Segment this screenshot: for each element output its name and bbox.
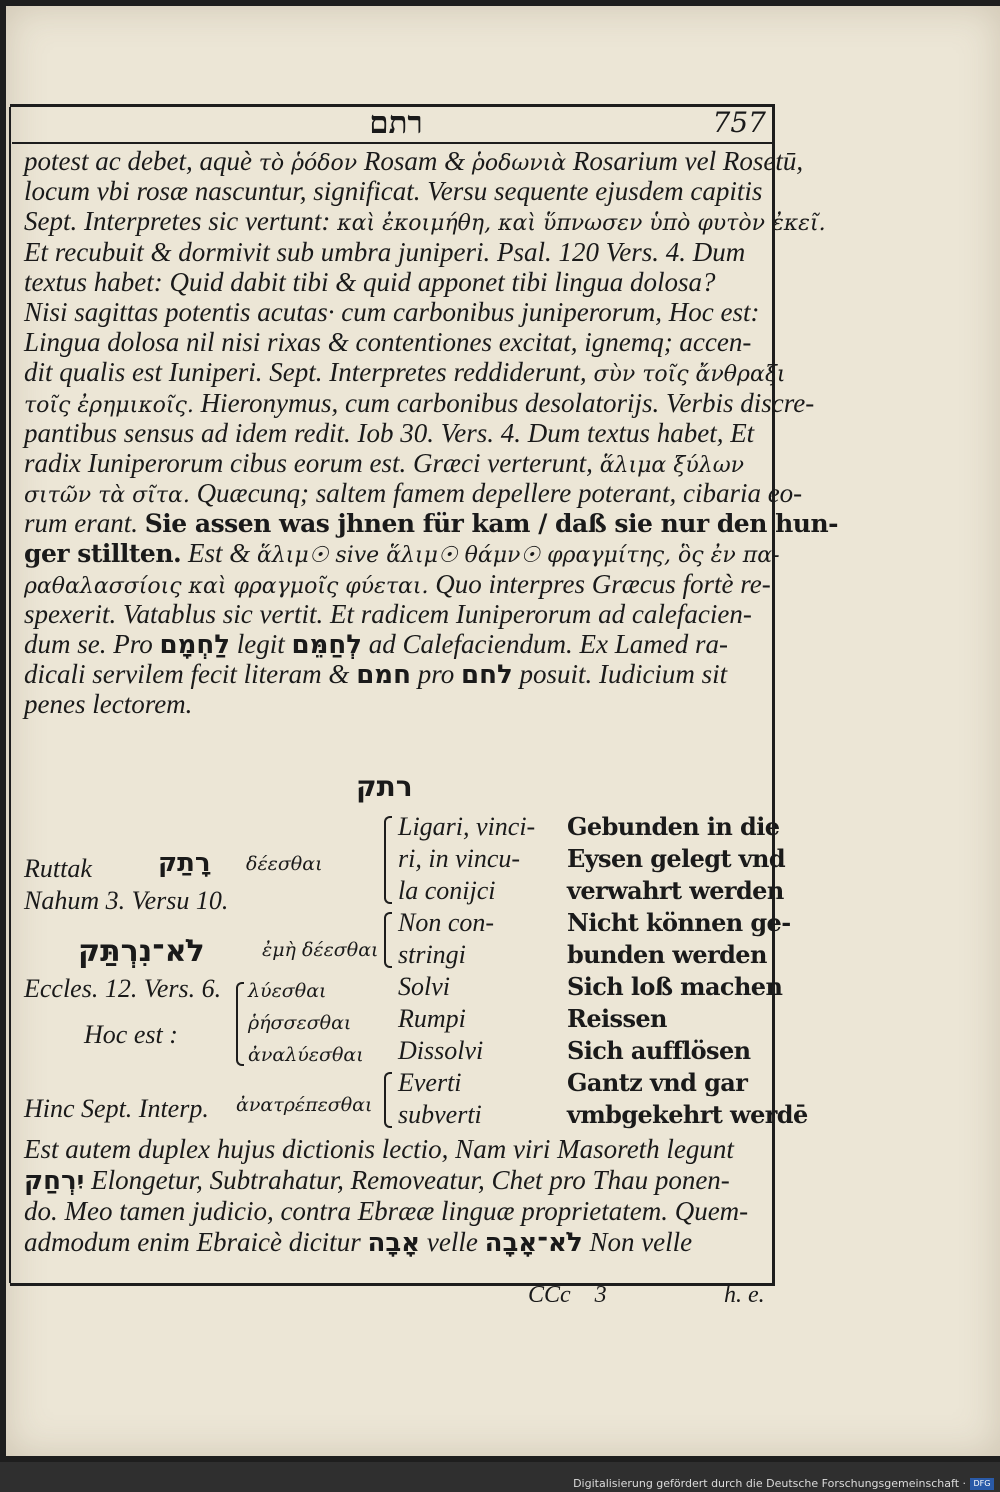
signature-mark: CCc 3 <box>528 1282 607 1308</box>
hebrew-run: חמם <box>356 660 411 691</box>
entry-hinc-greek: ἀνατρέπεσθαι <box>236 1094 373 1116</box>
body-line <box>24 689 772 719</box>
german-gloss: Sich loß machen <box>567 972 783 1001</box>
entry-ruttak-hebrew: רָתַק <box>158 848 211 878</box>
latin-run: dit qualis est Iuniperi. Sept. Interpretes reddiderunt, <box>24 357 594 388</box>
bottom-line <box>24 1165 772 1196</box>
german-run: Sie assen was jhnen für kam / daß sie nur den hun- <box>144 509 838 539</box>
latin-brace <box>384 912 392 968</box>
latin-run: Sept. Interpretes sic vertunt: <box>24 206 338 237</box>
hebrew-run: יִרְחַק <box>24 1166 85 1196</box>
greek-run: ραθαλασσίοις καὶ φραγμοῖς φύεται. <box>24 573 429 599</box>
german-gloss: Gantz vnd gar <box>567 1068 748 1097</box>
latin-run: Rosam & <box>357 146 472 176</box>
latin-run: textus habet: Quid dabit tibi & quid apponet tibi lingua dolosa? <box>24 266 716 297</box>
latin-run: dum se. Pro <box>24 629 160 659</box>
latin-run: admodum enim Ebraicè dicitur <box>24 1227 368 1257</box>
latin-run: Quæcunq; saltem famem depellere poterant, cibaria eo- <box>189 478 803 509</box>
latin-run: legit <box>230 629 292 659</box>
entry-hinc: Hinc Sept. Interp. <box>24 1094 209 1123</box>
body-line <box>24 478 803 509</box>
body-line <box>24 146 804 176</box>
body-line <box>24 569 772 599</box>
latin-run: pro <box>410 659 461 690</box>
latin-run: potest ac debet, aquè <box>24 146 259 176</box>
entry-eccles: Eccles. 12. Vers. 6. <box>24 974 222 1003</box>
latin-run: radix Iuniperorum cibus eorum est. Græci verterunt, <box>24 447 600 478</box>
latin-run: Est & <box>181 538 257 569</box>
bottom-line <box>24 1134 772 1165</box>
body-line <box>24 387 815 418</box>
greek-run: ἅλιμ☉ sive ἅλιμ☉ θάμν☉ φραγμίτης, ὃς ἐν πα- <box>256 543 780 569</box>
body-line <box>24 629 772 659</box>
entry-neg-greek: ἐμὴ δέεσθαι <box>262 939 379 961</box>
latin-gloss: Dissolvi <box>398 1036 484 1065</box>
latin-run: penes lectorem. <box>24 689 193 720</box>
header-rule <box>12 142 772 144</box>
body-text <box>24 146 838 720</box>
greek-run: τὸ ῥόδον <box>258 151 358 176</box>
latin-run: do. Meo tamen judicio, contra Ebrææ linguæ proprietatem. Quem- <box>24 1196 749 1226</box>
latin-gloss: Solvi <box>398 972 450 1001</box>
latin-run: posuit. Iudicium sit <box>512 659 728 690</box>
entry-headword: רתק <box>356 770 413 803</box>
latin-run: rum erant. <box>24 508 145 539</box>
body-line <box>24 267 772 297</box>
entry-neg-hebrew: לֹא־נִרְתַּק <box>78 934 205 969</box>
greek-item: λύεσθαι <box>248 980 327 1002</box>
latin-gloss: Non con- <box>398 908 495 937</box>
german-run: ger stillten. <box>24 539 182 569</box>
latin-run: Quo interpres Græcus fortè re- <box>428 568 771 599</box>
latin-run: locum vbi rosæ nascuntur, significat. Versu sequente ejusdem capitis <box>24 176 763 207</box>
greek-run: τοῖς ἐρημικοῖς. <box>24 392 194 418</box>
latin-run: Est autem duplex hujus dictionis lectio, Nam viri Masoreth legunt <box>24 1134 734 1164</box>
german-gloss: Eysen gelegt vnd <box>567 844 786 873</box>
digitization-credit: Digitalisierung gefördert durch die Deutsche Forschungsgemeinschaft · <box>573 1477 966 1490</box>
hebrew-run: לחם <box>460 660 513 691</box>
greek-brace <box>236 982 244 1066</box>
greek-run: καὶ ἐκοιμήθη, καὶ ὕπνωσεν ὑπὸ φυτὸν ἐκεῖ. <box>337 211 826 237</box>
body-line <box>24 538 780 569</box>
bottom-line <box>24 1196 772 1227</box>
greek-run: ῥοδωνιὰ <box>471 151 567 176</box>
latin-run: Et recubuit & dormivit sub umbra juniperi. Psal. 120 Vers. 4. Dum <box>24 236 746 267</box>
hebrew-run: לֹא־אָבָה <box>484 1228 583 1258</box>
body-line <box>24 327 772 357</box>
bottom-line <box>24 1227 772 1258</box>
latin-run: Nisi sagittas potentis acutas· cum carbonibus juniperorum, Hoc est: <box>24 296 760 327</box>
latin-run: ad Calefaciendum. Ex Lamed ra- <box>362 629 728 659</box>
latin-run: Lingua dolosa nil nisi rixas & contentiones excitat, ignemq; accen- <box>24 327 752 358</box>
latin-brace <box>384 816 392 904</box>
dfg-logo: DFG <box>970 1478 994 1490</box>
latin-gloss: Rumpi <box>398 1004 466 1033</box>
body-line <box>24 448 772 478</box>
latin-gloss: subverti <box>398 1100 482 1129</box>
latin-gloss: la conijci <box>398 876 496 905</box>
entry-hoc-est: Hoc est : <box>84 1020 178 1049</box>
book-page <box>6 6 1000 1456</box>
german-gloss: verwahrt werden <box>567 876 784 905</box>
greek-item: ἀναλύεσθαι <box>248 1044 364 1066</box>
greek-run: σὺν τοῖς ἄνθραξι <box>593 362 786 388</box>
page-number: 757 <box>712 106 766 139</box>
latin-run: Rosarium vel Rosetū, <box>566 146 804 176</box>
german-gloss: Reissen <box>567 1004 667 1033</box>
latin-brace <box>384 1072 392 1128</box>
entry-nahum: Nahum 3. Versu 10. <box>24 886 229 915</box>
body-line <box>24 357 786 388</box>
entry-ruttak-greek: δέεσθαι <box>246 853 323 875</box>
body-line <box>24 508 838 539</box>
latin-gloss: Everti <box>398 1068 462 1097</box>
greek-run: σιτῶν τὰ σῖτα. <box>24 483 190 509</box>
latin-run: pantibus sensus ad idem redit. Iob 30. Vers. 4. Dum textus habet, Et <box>24 417 755 448</box>
latin-run: Hieronymus, cum carbonibus desolatorijs. Verbis discre- <box>193 387 815 418</box>
body-line <box>24 418 772 448</box>
german-gloss: bunden werden <box>567 940 767 969</box>
latin-gloss: stringi <box>398 940 466 969</box>
body-line <box>24 176 772 206</box>
latin-run: dicali servilem fecit literam & <box>24 659 357 690</box>
german-gloss: vmbgekehrt werdē <box>567 1100 808 1129</box>
latin-run: spexerit. Vatablus sic vertit. Et radicem Iuniperorum ad calefacien- <box>24 598 752 629</box>
hebrew-run: לְחַמֵּם <box>291 630 363 660</box>
running-head: רתם <box>369 105 423 141</box>
body-line <box>24 659 772 689</box>
bottom-text <box>24 1134 772 1258</box>
german-gloss: Gebunden in die <box>567 812 780 841</box>
german-gloss: Nicht können ge- <box>567 908 791 937</box>
latin-run: Non velle <box>582 1227 693 1257</box>
german-gloss: Sich aufflösen <box>567 1036 751 1065</box>
catchword: h. e. <box>724 1282 765 1308</box>
body-line <box>24 297 772 327</box>
hebrew-run: לַחְמָם <box>159 630 231 660</box>
latin-run: Elongetur, Subtrahatur, Removeatur, Chet pro Thau ponen- <box>84 1165 730 1195</box>
latin-gloss: Ligari, vinci- <box>398 812 536 841</box>
entry-ruttak: Ruttak <box>24 854 92 883</box>
body-line <box>24 206 826 237</box>
body-line <box>24 599 772 629</box>
latin-run: velle <box>420 1227 485 1257</box>
greek-run: ἅλιμα ξύλων <box>599 452 745 478</box>
body-line <box>24 237 772 267</box>
greek-item: ῥήσσεσθαι <box>248 1012 352 1034</box>
latin-gloss: ri, in vincu- <box>398 844 521 873</box>
hebrew-run: אָבָה <box>367 1228 421 1258</box>
